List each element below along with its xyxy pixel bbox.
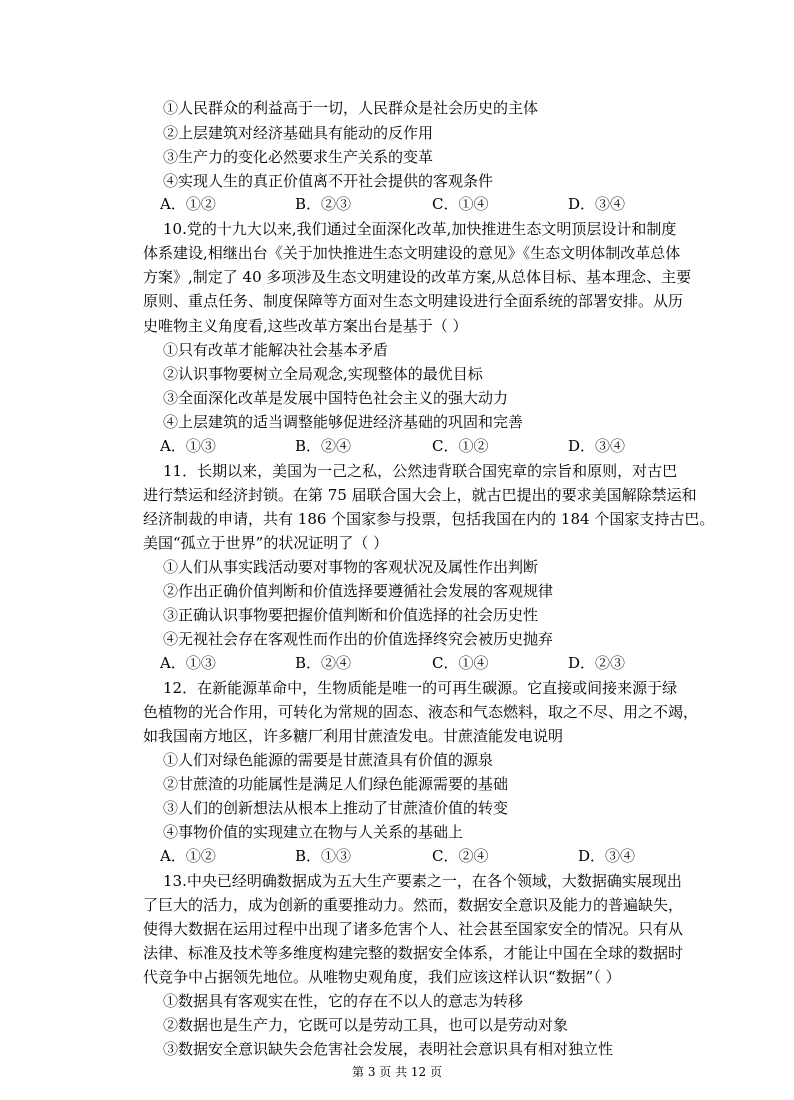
q9-statement-4: ④实现人生的真正价值离不开社会提供的客观条件	[163, 172, 494, 190]
q13-line-3: 使得大数据在运用过程中出现了诸多危害个人、社会甚至国家安全的情况。只有从	[143, 920, 684, 938]
q13-line-1: 13.中央已经明确数据成为五大生产要素之一，在各个领域，大数据确实展现出	[163, 872, 682, 890]
q13-line-5: 代竞争中占据领先地位。从唯物史观角度，我们应该这样认识“数据”（ ）	[143, 968, 621, 986]
q12-line-1: 12．在新能源革命中，生物质能是唯一的可再生碳源。它直接或间接来源于绿	[163, 679, 678, 697]
q10-line-1: 10.党的十九大以来,我们通过全面深化改革,加快推进生态文明顶层设计和制度	[163, 220, 677, 238]
q9-options	[160, 194, 630, 214]
q11-line-1: 11．长期以来，美国为一己之私，公然违背联合国宪章的宗旨和原则，对古巴	[163, 462, 678, 480]
q10-line-4: 原则、重点任务、制度保障等方面对生态文明建设进行全面系统的部署安排。从历	[143, 292, 684, 310]
q9-statement-3: ③生产力的变化必然要求生产关系的变革	[163, 148, 434, 166]
q12-option-d: D．③④	[578, 847, 636, 865]
q10-statement-2: ②认识事物要树立全局观念,实现整体的最优目标	[163, 365, 483, 383]
q13-statement-1: ①数据具有客观实在性，它的存在不以人的意志为转移	[163, 992, 524, 1010]
q12-option-c: C．②④	[432, 847, 489, 865]
q9-statement-1: ①人民群众的利益高于一切，人民群众是社会历史的主体	[163, 99, 539, 117]
q10-statement-1: ①只有改革才能解决社会基本矛盾	[163, 341, 389, 359]
q11-option-b: B．②④	[295, 654, 352, 672]
q11-options	[160, 653, 630, 673]
q10-option-d: D．③④	[568, 437, 626, 455]
q9-statement-2: ②上层建筑对经济基础具有能动的反作用	[163, 124, 434, 142]
q10-statement-4: ④上层建筑的适当调整能够促进经济基础的巩固和完善	[163, 413, 524, 431]
q13-line-2: 了巨大的活力，成为创新的重要推动力。然而，数据安全意识及能力的普遍缺失，	[143, 896, 684, 914]
q10-option-c: C．①②	[432, 437, 489, 455]
q11-statement-1: ①人们从事实践活动要对事物的客观状况及属性作出判断	[163, 558, 539, 576]
q12-statement-3: ③人们的创新想法从根本上推动了甘蔗渣价值的转变	[163, 799, 509, 817]
q10-option-a: A．①③	[160, 437, 216, 455]
q11-option-a: A．①③	[160, 654, 216, 672]
q13-statement-3: ③数据安全意识缺失会危害社会发展，表明社会意识具有相对独立性	[163, 1040, 614, 1058]
q11-line-3: 经济制裁的申请，共有 186 个国家参与投票，包括我国在内的 184 个国家支持古巴。	[143, 510, 715, 528]
q12-option-b: B．①③	[295, 847, 352, 865]
q11-statement-3: ③正确认识事物要把握价值判断和价值选择的社会历史性	[163, 606, 539, 624]
q9-option-c: C．①④	[432, 195, 489, 213]
q10-line-3: 方案》,制定了 40 多项涉及生态文明建设的改革方案,从总体目标、基本理念、主要	[143, 268, 692, 286]
q9-option-d: D．③④	[568, 195, 626, 213]
q12-options	[160, 846, 636, 866]
q11-line-4: 美国“孤立于世界”的状况证明了（ ）	[143, 534, 389, 552]
page-footer: 第 3 页 共 12 页	[352, 1065, 442, 1079]
q10-options	[160, 436, 630, 456]
q12-statement-2: ②甘蔗渣的功能属性是满足人们绿色能源需要的基础	[163, 775, 509, 793]
q9-option-b: B．②③	[295, 195, 352, 213]
q10-statement-3: ③全面深化改革是发展中国特色社会主义的强大动力	[163, 389, 509, 407]
q9-option-a: A．①②	[160, 195, 216, 213]
q12-option-a: A．①②	[160, 847, 216, 865]
q11-statement-4: ④无视社会存在客观性而作出的价值选择终究会被历史抛弃	[163, 630, 554, 648]
q11-statement-2: ②作出正确价值判断和价值选择要遵循社会发展的客观规律	[163, 582, 554, 600]
q10-option-b: B．②④	[295, 437, 352, 455]
q13-statement-2: ②数据也是生产力，它既可以是劳动工具，也可以是劳动对象	[163, 1016, 569, 1034]
q11-option-d: D．②③	[568, 654, 626, 672]
q11-line-2: 进行禁运和经济封锁。在第 75 届联合国大会上，就古巴提出的要求美国解除禁运和	[143, 486, 697, 504]
q12-statement-4: ④事物价值的实现建立在物与人关系的基础上	[163, 823, 464, 841]
q10-line-5: 史唯物主义角度看,这些改革方案出台是基于（ ）	[143, 317, 468, 335]
q12-line-2: 色植物的光合作用，可转化为常规的固态、液态和气态燃料，取之不尽、用之不竭，	[143, 703, 699, 721]
q12-statement-1: ①人们对绿色能源的需要是甘蔗渣具有价值的源泉	[163, 751, 494, 769]
q12-line-3: 如我国南方地区，许多糖厂利用甘蔗渣发电。甘蔗渣能发电说明	[143, 727, 564, 745]
q11-option-c: C．①④	[432, 654, 489, 672]
q10-line-2: 体系建设,相继出台《关于加快推进生态文明建设的意见》《生态文明体制改革总体	[143, 244, 681, 262]
q13-line-4: 法律、标准及技术等多维度构建完整的数据安全体系，才能让中国在全球的数据时	[143, 944, 684, 962]
